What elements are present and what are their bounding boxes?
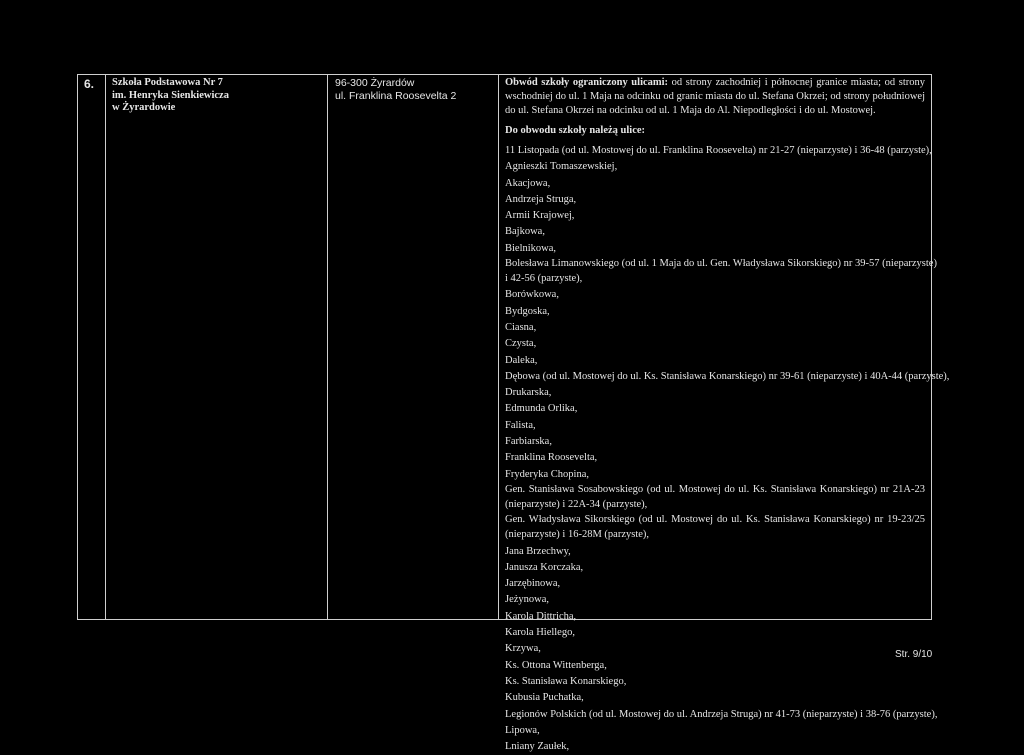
street-item: Armii Krajowej, <box>505 210 575 222</box>
page-number: Str. 9/10 <box>895 649 933 660</box>
street-item: Borówkowa, <box>505 289 559 301</box>
street-item: Franklina Roosevelta, <box>505 452 598 464</box>
street-item: Bolesława Limanowskiego (od ul. 1 Maja do ul. Gen. Władysława Sikorskiego) nr 39-57 (nieparzyste) <box>505 258 937 270</box>
street-item: Kubusia Puchatka, <box>505 692 584 704</box>
street-item: Lniany Zaułek, <box>505 741 570 753</box>
street-item: (nieparzyste) i 16-28M (parzyste), <box>505 529 650 541</box>
district-boundary-line: do ul. Stefana Okrzei na odcinku od ul. 1 Maja do Al. Niepodległości i do ul. Mostowej. <box>505 105 876 116</box>
column-divider <box>498 75 499 619</box>
street-item: Legionów Polskich (od ul. Mostowej do ul. Andrzeja Struga) nr 41-73 (nieparzyste) i 38-76 (parzyste), <box>505 708 938 720</box>
streets-heading: Do obwodu szkoły należą ulice: <box>505 125 646 136</box>
street-item: Krzywa, <box>505 643 541 655</box>
column-divider <box>327 75 328 619</box>
district-boundary-line: wschodniej do ul. 1 Maja na odcinku od granic miasta do ul. Stefana Okrzei; od strony południowej <box>505 91 925 102</box>
street-item: Andrzeja Struga, <box>505 193 577 205</box>
street-item: Ciasna, <box>505 321 537 333</box>
school-name-line: Szkoła Podstawowa Nr 7 <box>112 77 223 88</box>
school-name-line: w Żyrardowie <box>112 102 176 113</box>
street-item: i 42-56 (parzyste), <box>505 273 583 285</box>
street-item: Czysta, <box>505 338 537 350</box>
address-line: ul. Franklina Roosevelta 2 <box>335 90 457 102</box>
street-item: Bajkowa, <box>505 226 545 238</box>
school-address <box>335 77 495 103</box>
street-item: Ks. Ottona Wittenberga, <box>505 659 607 671</box>
district-label: Obwód szkoły ograniczony ulicami: <box>505 77 669 88</box>
school-name-line: im. Henryka Sienkiewicza <box>112 89 229 101</box>
street-item: Jeżynowa, <box>505 594 550 606</box>
school-name <box>112 77 322 115</box>
street-item: Gen. Stanisława Sosabowskiego (od ul. Mostowej do ul. Ks. Stanisława Konarskiego) nr 21A-23 <box>505 483 925 495</box>
street-item: Bielnikowa, <box>505 242 557 254</box>
street-item: Jarzębinowa, <box>505 578 561 590</box>
street-item: Akacjowa, <box>505 177 551 189</box>
street-item: Farbiarska, <box>505 436 552 448</box>
street-item: Lipowa, <box>505 724 540 736</box>
street-item: Falista, <box>505 419 536 431</box>
street-item: Drukarska, <box>505 387 552 399</box>
district-description <box>505 76 950 755</box>
street-item: Janusza Korczaka, <box>505 561 584 573</box>
district-boundary <box>505 76 925 118</box>
row-number: 6. <box>84 77 95 91</box>
street-item: 11 Listopada (od ul. Mostowej do ul. Franklina Roosevelta) nr 21-27 (nieparzyste) i 36-48 (parzyste), <box>505 145 932 156</box>
street-item: Karola Dittricha, <box>505 610 577 622</box>
street-item: Karola Hiellego, <box>505 627 575 639</box>
column-divider <box>105 75 106 619</box>
streets-list <box>505 143 950 755</box>
street-item: Edmunda Orlika, <box>505 403 578 415</box>
street-item: Fryderyka Chopina, <box>505 468 589 480</box>
street-item: Agnieszki Tomaszewskiej, <box>505 161 618 173</box>
street-item: Jana Brzechwy, <box>505 545 571 557</box>
street-item: Ks. Stanisława Konarskiego, <box>505 675 627 687</box>
district-boundary-line: Obwód szkoły ograniczony ulicami: od strony zachodniej i północnej granice miasta; od strony <box>505 77 925 88</box>
address-line: 96-300 Żyrardów <box>335 77 415 89</box>
street-item: Bydgoska, <box>505 305 550 317</box>
street-item: (nieparzyste) i 22A-34 (parzyste), <box>505 498 648 510</box>
street-item: Daleka, <box>505 354 538 366</box>
street-item: Gen. Władysława Sikorskiego (od ul. Mostowej do ul. Ks. Stanisława Konarskiego) nr 19-23/25 <box>505 514 925 526</box>
street-item: Dębowa (od ul. Mostowej do ul. Ks. Stanisława Konarskiego) nr 39-61 (nieparzyste) i 40A-44 (parzyste), <box>505 370 950 382</box>
